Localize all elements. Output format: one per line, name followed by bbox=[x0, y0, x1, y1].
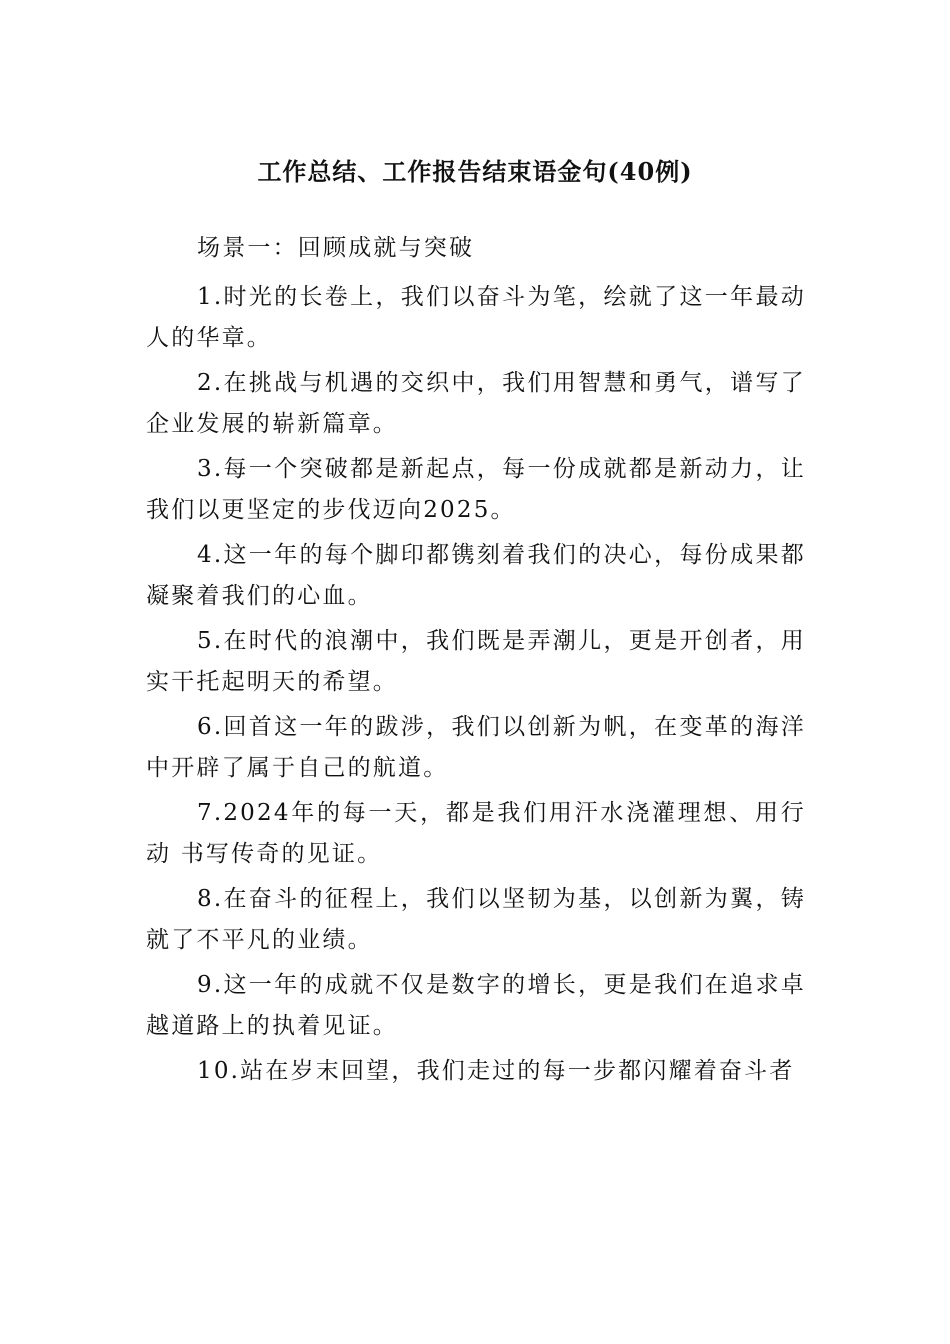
list-item: 6.回首这一年的跋涉，我们以创新为帆，在变革的海洋 中开辟了属于自己的航道。 bbox=[146, 714, 806, 781]
list-item: 5.在时代的浪潮中，我们既是弄潮儿，更是开创者，用实干托起明天的希望。 bbox=[146, 628, 806, 695]
list-item: 4.这一年的每个脚印都镌刻着我们的决心，每份成果都凝聚着我们的心血。 bbox=[146, 542, 806, 609]
document-body bbox=[146, 228, 806, 1096]
list-item: 8.在奋斗的征程上，我们以坚韧为基，以创新为翼，铸就了不平凡的业绩。 bbox=[146, 886, 806, 953]
section-heading: 场景一：回顾成就与突破 bbox=[197, 235, 475, 261]
page-title: 工作总结、工作报告结束语金句(40例) bbox=[257, 157, 693, 186]
list-item: 2.在挑战与机遇的交织中，我们用智慧和勇气，谱写了企业发展的崭新篇章。 bbox=[146, 370, 806, 437]
list-item: 10.站在岁末回望，我们走过的每一步都闪耀着奋斗者 bbox=[197, 1058, 795, 1084]
list-item: 7.2024年的每一天，都是我们用汗水浇灌理想、用行动 书写传奇的见证。 bbox=[146, 800, 806, 867]
list-item: 3.每一个突破都是新起点，每一份成就都是新动力，让我们以更坚定的步伐迈向2025。 bbox=[146, 456, 806, 523]
list-item: 9.这一年的成就不仅是数字的增长，更是我们在追求卓越道路上的执着见证。 bbox=[146, 972, 806, 1039]
list-item: 1.时光的长卷上，我们以奋斗为笔，绘就了这一年最动人的华章。 bbox=[146, 284, 806, 351]
